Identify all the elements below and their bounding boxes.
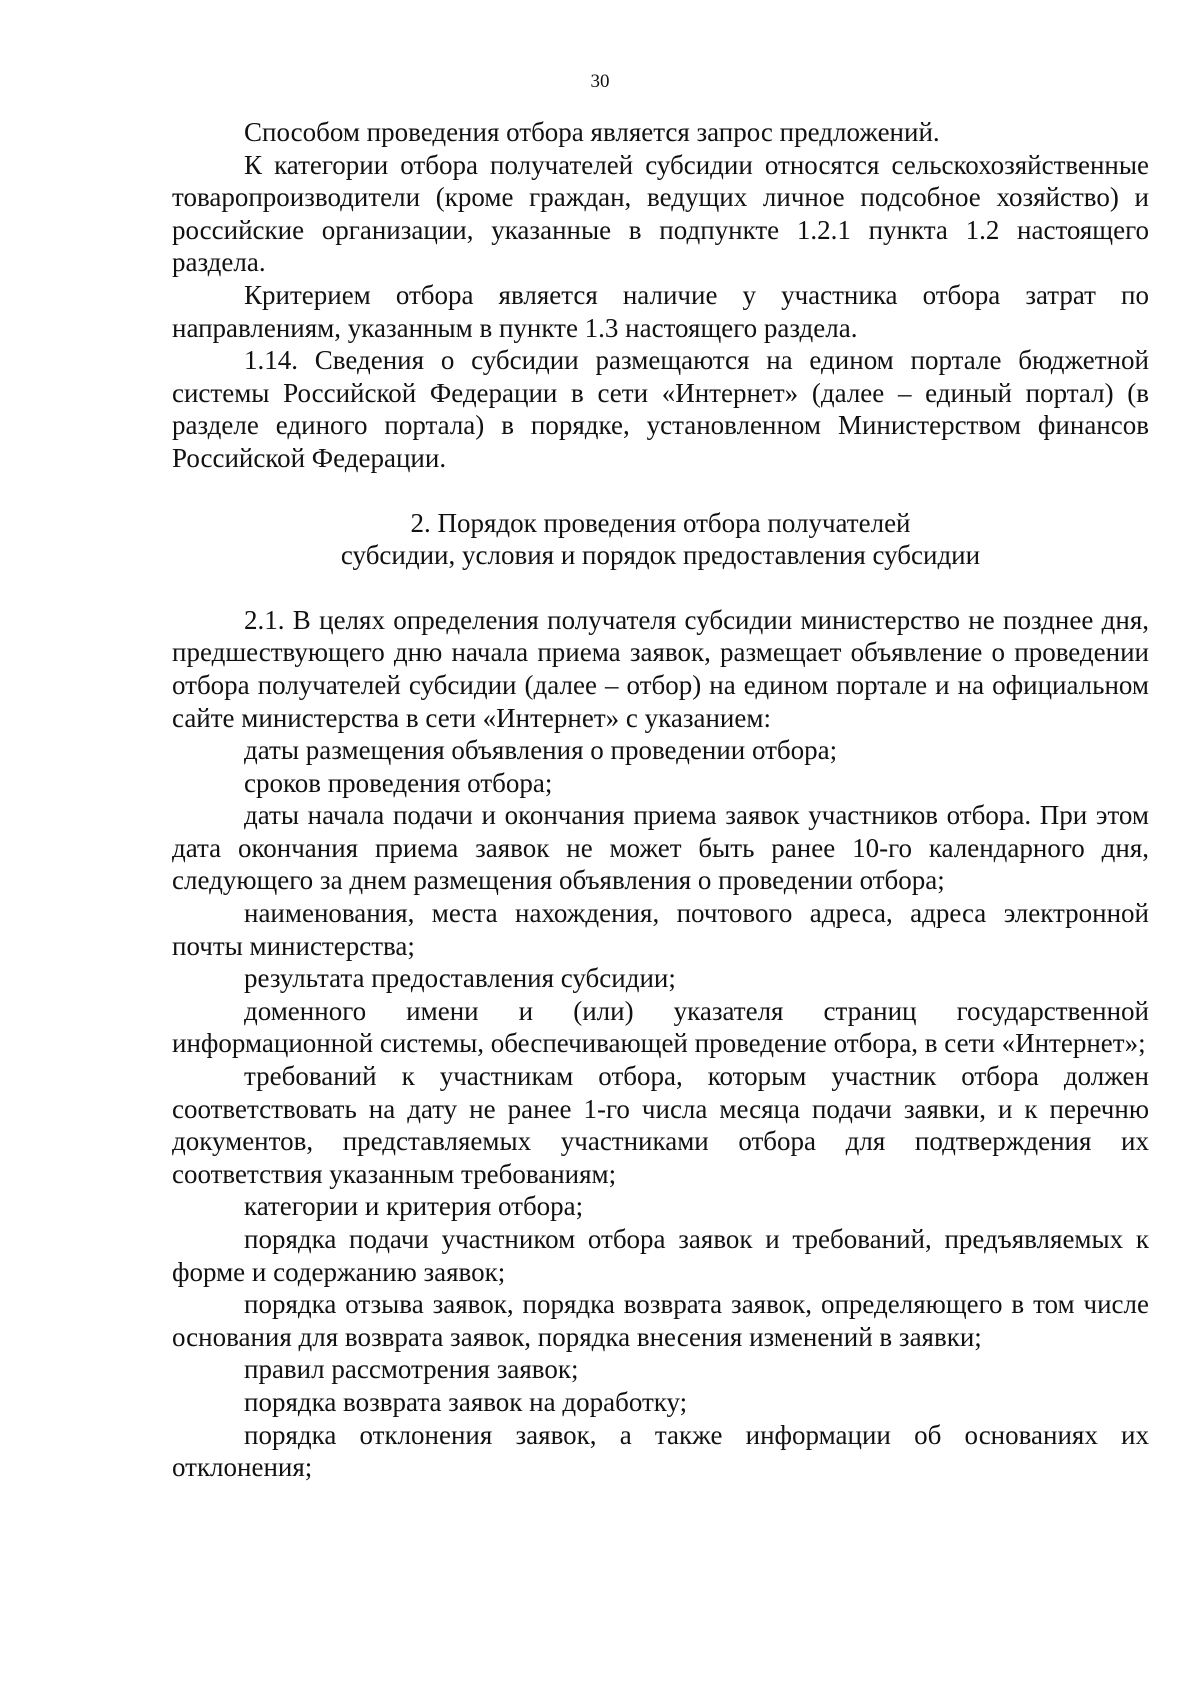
section-heading bbox=[172, 507, 1149, 572]
paragraph-recipient-category: К категории отбора получателей субсидии относятся сельскохозяйственные товаропроизводители (кроме граждан, ведущих личное подсобное хозяйство) и российские организации, указанные в подпункте 1.2.1 пункта 1.2 настоящего раздела. bbox=[172, 149, 1149, 278]
list-item-application-procedure: порядка подачи участником отбора заявок и требований, предъявляемых к форме и содержанию заявок; bbox=[172, 1224, 1149, 1287]
list-item-ministry-contacts: наименования, места нахождения, почтового адреса, адреса электронной почты министерства; bbox=[172, 898, 1149, 961]
list-item-rejection-procedure: порядка отклонения заявок, а также информации об основаниях их отклонения; bbox=[172, 1419, 1149, 1483]
list-item-subsidy-result: результата предоставления субсидии; bbox=[244, 963, 676, 994]
list-item-participant-requirements: требований к участникам отбора, которым участник отбора должен соответствовать на дату не ранее 1-го числа месяца подачи заявки, и к перечню документов, представляемых участниками отбора для подтверждения их соответствия указанным требованиям; bbox=[172, 1061, 1149, 1189]
list-item-category-criterion: категории и критерия отбора; bbox=[244, 1191, 584, 1222]
paragraph-selection-criterion: Критерием отбора является наличие у участника отбора затрат по направлениям, указанным в пункте 1.3 настоящего раздела. bbox=[172, 279, 1149, 343]
list-item-review-rules: правил рассмотрения заявок; bbox=[244, 1354, 579, 1385]
list-item-return-for-revision: порядка возврата заявок на доработку; bbox=[244, 1386, 688, 1417]
section-spacing bbox=[172, 475, 1149, 507]
section-heading-line-2: субсидии, условия и порядок предоставления субсидии bbox=[340, 540, 981, 571]
section-spacing bbox=[172, 572, 1149, 604]
page-number: 30 bbox=[590, 71, 610, 92]
section-heading-line-1: 2. Порядок проведения отбора получателей bbox=[410, 507, 911, 538]
paragraph-announcement: 2.1. В целях определения получателя субсидии министерство не позднее дня, предшествующего дню начала приема заявок, размещает объявление о проведении отбора получателей субсидии (далее – отбор) на едином портале и на официальном сайте министерства в сети «Интернет» с указанием: bbox=[172, 604, 1149, 733]
document-body bbox=[172, 116, 1149, 1484]
paragraph-selection-method: Способом проведения отбора является запрос предложений. bbox=[244, 117, 940, 147]
list-item-application-withdrawal: порядка отзыва заявок, порядка возврата заявок, определяющего в том числе основания для возврата заявок, порядка внесения изменений в заявки; bbox=[172, 1289, 1149, 1352]
list-item-announcement-date: даты размещения объявления о проведении отбора; bbox=[244, 735, 838, 766]
list-item-domain-name: доменного имени и (или) указателя страниц государственной информационной системы, обеспечивающей проведение отбора, в сети «Интернет»; bbox=[172, 995, 1149, 1059]
paragraph-subsidy-information: 1.14. Сведения о субсидии размещаются на едином портале бюджетной системы Российской Федерации в сети «Интернет» (далее – единый портал) (в разделе единого портала) в порядке, установленном Министерством финансов Российской Федерации. bbox=[172, 345, 1149, 473]
list-item-application-dates: даты начала подачи и окончания приема заявок участников отбора. При этом дата окончания приема заявок не может быть ранее 10-го календарного дня, следующего за днем размещения объявления о проведении отбора; bbox=[172, 800, 1149, 896]
list-item-selection-period: сроков проведения отбора; bbox=[244, 767, 553, 798]
